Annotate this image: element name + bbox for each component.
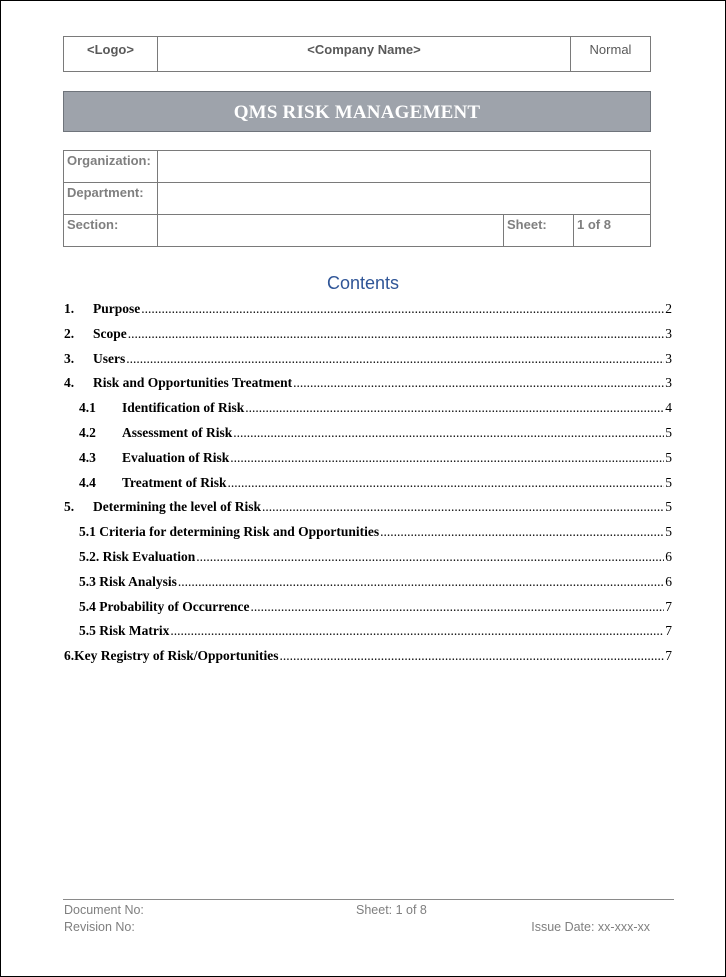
toc-entry-text: Purpose bbox=[93, 301, 141, 316]
footer-sheet: Sheet: 1 of 8 bbox=[356, 903, 427, 917]
toc-entry-page: 6 bbox=[665, 548, 672, 564]
department-value bbox=[158, 183, 651, 215]
toc-leader bbox=[245, 396, 664, 421]
toc-entry-number: 4.4 bbox=[79, 474, 96, 490]
toc-entry-page: 3 bbox=[665, 375, 672, 391]
toc-entry-determining-level[interactable] bbox=[64, 495, 672, 520]
toc-entry-page: 3 bbox=[665, 325, 672, 341]
toc-entry-page: 5 bbox=[665, 474, 672, 490]
document-title: QMS RISK MANAGEMENT bbox=[63, 91, 651, 132]
document-info-table bbox=[63, 150, 651, 247]
toc-entry-number: 4. bbox=[64, 375, 75, 391]
toc-entry-text: Assessment of Risk bbox=[122, 424, 233, 440]
toc-leader bbox=[170, 619, 664, 644]
toc-entry-page: 6 bbox=[665, 573, 672, 589]
logo-placeholder: <Logo> bbox=[64, 37, 158, 72]
toc-entry-page: 7 bbox=[665, 648, 672, 664]
toc-entry-page: 4 bbox=[665, 400, 672, 416]
toc-leader bbox=[228, 471, 665, 496]
table-of-contents bbox=[64, 297, 672, 669]
toc-entry-text: Evaluation of Risk bbox=[122, 449, 230, 465]
toc-leader bbox=[280, 644, 665, 669]
company-name: <Company Name> bbox=[158, 37, 571, 72]
toc-entry-identification[interactable] bbox=[64, 396, 672, 421]
toc-entry-text: 5.2. Risk Evaluation bbox=[79, 548, 196, 564]
toc-entry-assessment[interactable] bbox=[64, 421, 672, 446]
toc-leader bbox=[233, 421, 664, 446]
toc-entry-probability[interactable] bbox=[64, 595, 672, 620]
toc-entry-text: 5.4 Probability of Occurrence bbox=[79, 598, 250, 614]
toc-entry-number: 2. bbox=[64, 325, 75, 341]
toc-entry-treatment[interactable] bbox=[64, 471, 672, 496]
toc-entry-number: 1. bbox=[64, 301, 75, 316]
toc-entry-number: 3. bbox=[64, 350, 75, 366]
sheet-label: Sheet: bbox=[504, 215, 574, 247]
footer-issue-date: Issue Date: xx-xxx-xx bbox=[531, 920, 650, 934]
sheet-value: 1 of 8 bbox=[574, 215, 651, 247]
toc-entry-text: 5.1 Criteria for determining Risk and Opportunities bbox=[79, 524, 380, 540]
toc-leader bbox=[128, 322, 665, 347]
toc-entry-text: 6.Key Registry of Risk/Opportunities bbox=[64, 648, 279, 664]
toc-entry-number: 4.3 bbox=[79, 449, 96, 465]
toc-leader bbox=[380, 520, 664, 545]
toc-leader bbox=[293, 371, 664, 396]
toc-entry-key-registry[interactable] bbox=[64, 644, 672, 669]
toc-entry-text: Scope bbox=[93, 325, 127, 341]
toc-entry-risk-evaluation[interactable] bbox=[64, 545, 672, 570]
toc-entry-page: 5 bbox=[665, 424, 672, 440]
toc-entry-text: 5.3 Risk Analysis bbox=[79, 573, 177, 589]
toc-entry-scope[interactable] bbox=[64, 322, 672, 347]
toc-leader bbox=[178, 570, 664, 595]
section-label: Section: bbox=[64, 215, 158, 247]
footer-revision-no: Revision No: bbox=[64, 920, 135, 934]
document-header bbox=[63, 36, 651, 72]
footer-divider bbox=[63, 899, 674, 900]
toc-entry-risk-matrix[interactable] bbox=[64, 619, 672, 644]
toc-entry-users[interactable] bbox=[64, 347, 672, 372]
toc-entry-text: 5.5 Risk Matrix bbox=[79, 623, 170, 639]
toc-leader bbox=[196, 545, 664, 570]
toc-entry-text: Risk and Opportunities Treatment bbox=[93, 375, 293, 391]
toc-entry-purpose[interactable] bbox=[64, 297, 672, 322]
toc-leader bbox=[262, 495, 664, 520]
toc-entry-text: Determining the level of Risk bbox=[93, 499, 261, 515]
organization-label: Organization: bbox=[64, 151, 158, 183]
toc-entry-page: 7 bbox=[665, 623, 672, 639]
contents-heading: Contents bbox=[326, 273, 400, 293]
toc-entry-page: 5 bbox=[665, 449, 672, 465]
toc-entry-number: 4.1 bbox=[79, 400, 96, 416]
toc-entry-criteria[interactable] bbox=[64, 520, 672, 545]
toc-entry-risk-treatment[interactable] bbox=[64, 371, 672, 396]
toc-entry-page: 7 bbox=[665, 598, 672, 614]
organization-value bbox=[158, 151, 651, 183]
toc-entry-page: 5 bbox=[665, 499, 672, 515]
toc-entry-number: 5. bbox=[64, 499, 75, 515]
toc-leader bbox=[126, 347, 664, 372]
toc-leader bbox=[141, 297, 664, 322]
toc-entry-text: Users bbox=[93, 350, 126, 366]
toc-entry-number: 4.2 bbox=[79, 424, 96, 440]
toc-entry-text: Identification of Risk bbox=[122, 400, 245, 416]
section-value bbox=[158, 215, 504, 247]
toc-entry-text: Treatment of Risk bbox=[122, 474, 227, 490]
toc-entry-page: 5 bbox=[665, 524, 672, 540]
toc-entry-page: 2 bbox=[665, 301, 672, 316]
toc-entry-page: 3 bbox=[665, 350, 672, 366]
toc-leader bbox=[230, 446, 664, 471]
footer-document-no: Document No: bbox=[64, 903, 144, 917]
document-status: Normal bbox=[571, 37, 651, 72]
department-label: Department: bbox=[64, 183, 158, 215]
toc-entry-evaluation[interactable] bbox=[64, 446, 672, 471]
toc-leader bbox=[250, 595, 664, 620]
toc-entry-risk-analysis[interactable] bbox=[64, 570, 672, 595]
